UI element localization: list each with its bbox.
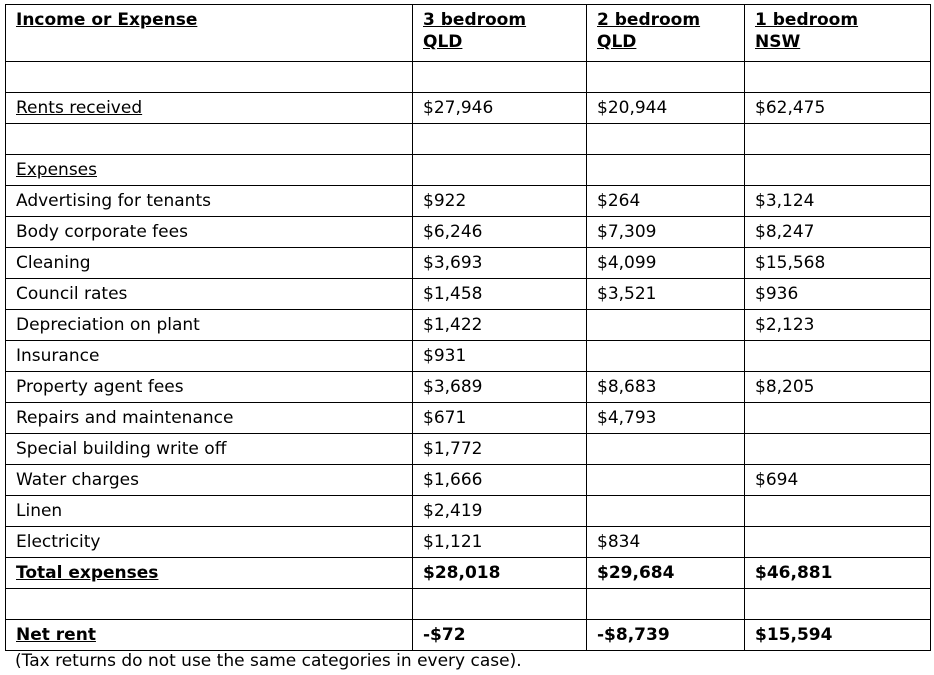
- total-2-bedroom-qld: $29,684: [587, 558, 745, 589]
- expense-value: $6,246: [413, 217, 587, 248]
- header-3-bedroom-qld: 3 bedroom QLD: [413, 5, 587, 62]
- net-rent-row: [6, 620, 931, 651]
- header-2-bedroom-qld: 2 bedroom QLD: [587, 5, 745, 62]
- expense-rows: [6, 186, 931, 558]
- expense-value: $1,121: [413, 527, 587, 558]
- expense-value: $264: [587, 186, 745, 217]
- expense-row: [6, 372, 931, 403]
- expense-value: $8,205: [745, 372, 931, 403]
- footnote: (Tax returns do not use the same categories in every case).: [15, 651, 522, 671]
- expense-label: Depreciation on plant: [6, 310, 413, 341]
- expense-value: [745, 496, 931, 527]
- net-rent-label: Net rent: [6, 620, 413, 651]
- rents-1-bedroom-nsw: $62,475: [745, 93, 931, 124]
- expense-value: $8,683: [587, 372, 745, 403]
- expense-value: $3,689: [413, 372, 587, 403]
- header-income-or-expense: Income or Expense: [6, 5, 413, 62]
- expense-label: Council rates: [6, 279, 413, 310]
- net-3-bedroom-qld: -$72: [413, 620, 587, 651]
- expense-label: Body corporate fees: [6, 217, 413, 248]
- expense-value: $15,568: [745, 248, 931, 279]
- expense-label: Electricity: [6, 527, 413, 558]
- expense-value: $1,458: [413, 279, 587, 310]
- expense-row: [6, 341, 931, 372]
- expense-label: Linen: [6, 496, 413, 527]
- total-expenses-label: Total expenses: [6, 558, 413, 589]
- expense-value: [587, 341, 745, 372]
- expense-row: [6, 434, 931, 465]
- expenses-heading-row: [6, 155, 931, 186]
- expense-value: $936: [745, 279, 931, 310]
- expense-value: $3,693: [413, 248, 587, 279]
- expense-value: $2,419: [413, 496, 587, 527]
- expense-value: $931: [413, 341, 587, 372]
- expense-label: Special building write off: [6, 434, 413, 465]
- header-1-bedroom-nsw: 1 bedroom NSW: [745, 5, 931, 62]
- total-expenses-row: [6, 558, 931, 589]
- net-1-bedroom-nsw: $15,594: [745, 620, 931, 651]
- expense-value: $671: [413, 403, 587, 434]
- expense-row: [6, 279, 931, 310]
- rents-2-bedroom-qld: $20,944: [587, 93, 745, 124]
- expense-value: $4,099: [587, 248, 745, 279]
- expense-row: [6, 496, 931, 527]
- expense-value: [587, 465, 745, 496]
- expense-value: [745, 341, 931, 372]
- expense-value: $1,772: [413, 434, 587, 465]
- expense-value: $7,309: [587, 217, 745, 248]
- expense-row: [6, 403, 931, 434]
- expense-value: [745, 434, 931, 465]
- rents-row: [6, 93, 931, 124]
- expense-value: [745, 403, 931, 434]
- expense-value: [587, 434, 745, 465]
- expense-value: $922: [413, 186, 587, 217]
- expense-row: [6, 527, 931, 558]
- expense-value: $3,521: [587, 279, 745, 310]
- expense-value: $1,422: [413, 310, 587, 341]
- total-1-bedroom-nsw: $46,881: [745, 558, 931, 589]
- expense-label: Repairs and maintenance: [6, 403, 413, 434]
- expense-value: $3,124: [745, 186, 931, 217]
- expense-value: $694: [745, 465, 931, 496]
- expense-row: [6, 217, 931, 248]
- expense-label: Insurance: [6, 341, 413, 372]
- rents-3-bedroom-qld: $27,946: [413, 93, 587, 124]
- spacer-row: [6, 62, 931, 93]
- expense-value: [745, 527, 931, 558]
- net-2-bedroom-qld: -$8,739: [587, 620, 745, 651]
- expense-row: [6, 465, 931, 496]
- total-3-bedroom-qld: $28,018: [413, 558, 587, 589]
- spacer-row: [6, 589, 931, 620]
- rental-income-table: [5, 4, 931, 651]
- expense-value: $8,247: [745, 217, 931, 248]
- expense-label: Water charges: [6, 465, 413, 496]
- expense-value: [587, 310, 745, 341]
- expense-row: [6, 310, 931, 341]
- expense-value: $2,123: [745, 310, 931, 341]
- expense-value: $4,793: [587, 403, 745, 434]
- header-row: [6, 5, 931, 62]
- expense-value: $834: [587, 527, 745, 558]
- expense-value: $1,666: [413, 465, 587, 496]
- expense-value: [587, 496, 745, 527]
- expense-label: Cleaning: [6, 248, 413, 279]
- expense-row: [6, 248, 931, 279]
- expenses-heading: Expenses: [6, 155, 413, 186]
- rents-label: Rents received: [6, 93, 413, 124]
- expense-label: Advertising for tenants: [6, 186, 413, 217]
- expense-label: Property agent fees: [6, 372, 413, 403]
- expense-row: [6, 186, 931, 217]
- spacer-row: [6, 124, 931, 155]
